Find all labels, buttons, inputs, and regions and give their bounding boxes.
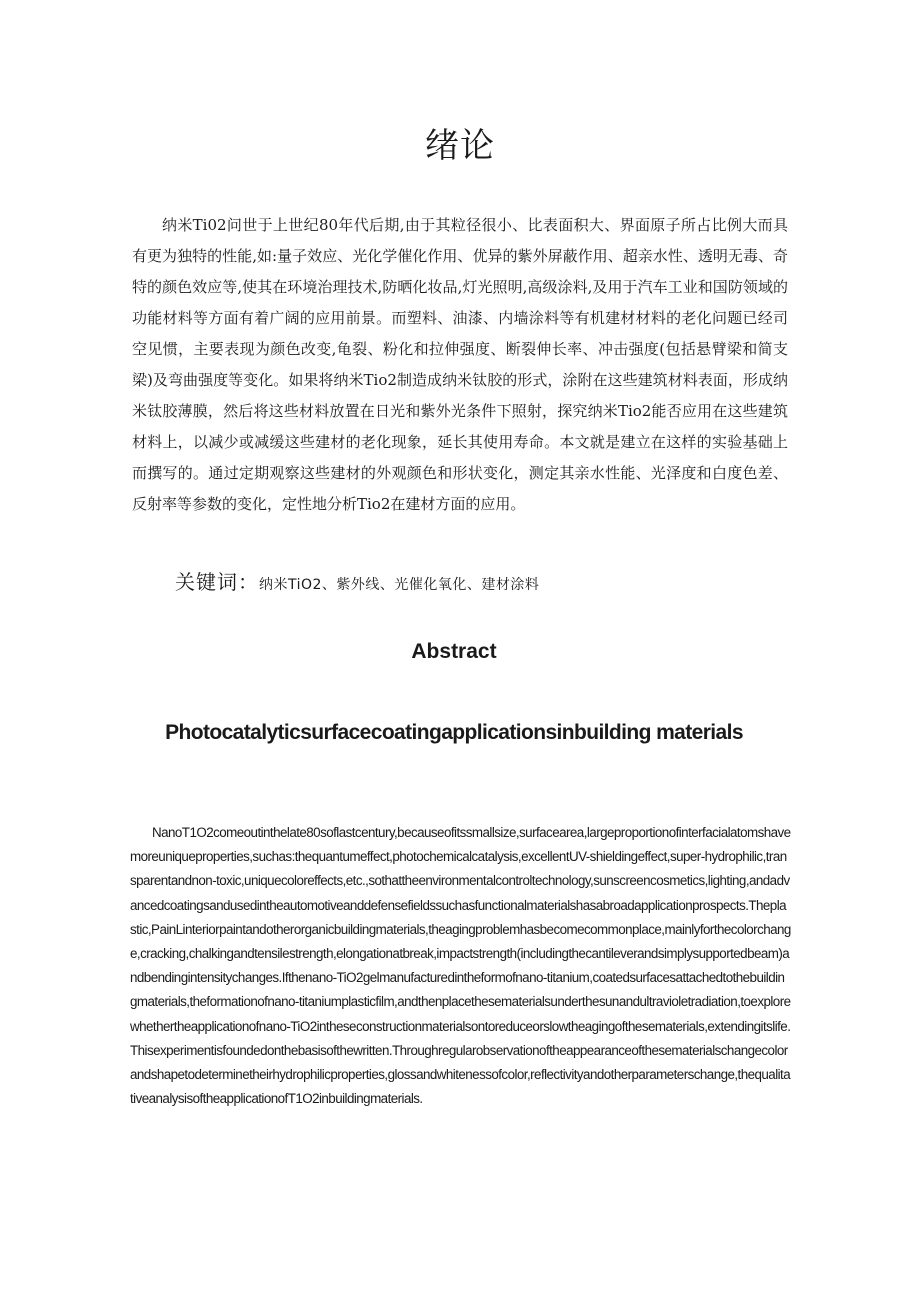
keywords-text: 纳米TiO2、紫外线、光催化氧化、建材涂料: [259, 577, 540, 593]
english-paper-title: Photocatalyticsurfacecoatingapplicationsinbuilding materials: [165, 721, 743, 744]
chinese-abstract-paragraph: 纳米Ti02问世于上世纪80年代后期,由于其粒径很小、比表面积大、界面原子所占比例大而具有更为独特的性能,如:量子效应、光化学催化作用、优异的紫外屏蔽作用、超亲水性、透明无毒、奇特的颜色效应等,使其在环境治理技术,防晒化妆品,灯光照明,高级涂料,及用于汽车工业和国防领域的功能材料等方面有着广阔的应用前景。而塑料、油漆、内墙涂料等有机建材材料的老化问题已经司空见惯，主要表现为颜色改变,龟裂、粉化和拉伸强度、断裂伸长率、冲击强度(包括悬臂梁和简支梁)及弯曲强度等变化。如果将纳米Tio2制造成纳米钛胶的形式，涂附在这些建筑材料表面，形成纳米钛胶薄膜，然后将这些材料放置在日光和紫外光条件下照射，探究纳米Tio2能否应用在这些建筑材料上，以减少或减缓这些建材的老化现象，延长其使用寿命。本文就是建立在这样的实验基础上而撰写的。通过定期观察这些建材的外观颜色和形状变化，测定其亲水性能、光泽度和白度色差、反射率等参数的变化，定性地分析Tio2在建材方面的应用。: [132, 216, 788, 513]
english-abstract-heading: Abstract: [411, 640, 497, 663]
chinese-title: 绪论: [425, 126, 495, 166]
english-abstract-paragraph: NanoT1O2comeoutinthelate80soflastcentury,becauseofitssmallsize,surfacearea,largeproportionofinterfacialatomshavemoreuniqueproperties,suchas:thequantumeffect,photochemicalcatalysis,excellentUV-shieldingeffect,super-hydrophilic,transparentandnon-toxic,uniquecoloreffects,etc.,sothattheenvironmentalcontroltechnology,sunscreencosmetics,lighting,andadvancedcoatingsandusedintheautomotiveanddefensefieldssuchasfunctionalmaterialshasabroadapplicationprospects.Theplastic,PainLinteriorpaintandotherorganicbuildingmaterials,theagingproblemhasbecomecommonplace,mainlyforthecolorchange,cracking,chalkingandtensilestrength,elongationatbreak,impactstrength(includingthecantileverandsimplysupportedbeam)andbendingintensitychanges.Ifthenano-TiO2gelmanufacturedintheformofnano-titanium,coatedsurfacesattachedtothebuildingmaterials,theformationofnano-titaniumplasticfilm,andthenplacethesematerialsunderthesunandultravioletradiation,toexplorewhethertheapplicationofnano-TiO2intheseconstructionmaterialsontoreduceorslowtheagingofthesematerials,extendingitslife.Thisexperimentisfoundedonthebasisofthewritten.Throughregularobservationoftheappearanceofthesematerialschangecolorandshapetodeterminetheirhydrophilicproperties,glossandwhitenessofcolor,reflectivityandotherparameterschange,thequalitativeanalysisoftheapplicationofT1O2inbuildingmaterials.: [130, 825, 791, 1107]
chinese-keywords: [175, 566, 815, 595]
keywords-label: 关键词：: [175, 570, 259, 594]
